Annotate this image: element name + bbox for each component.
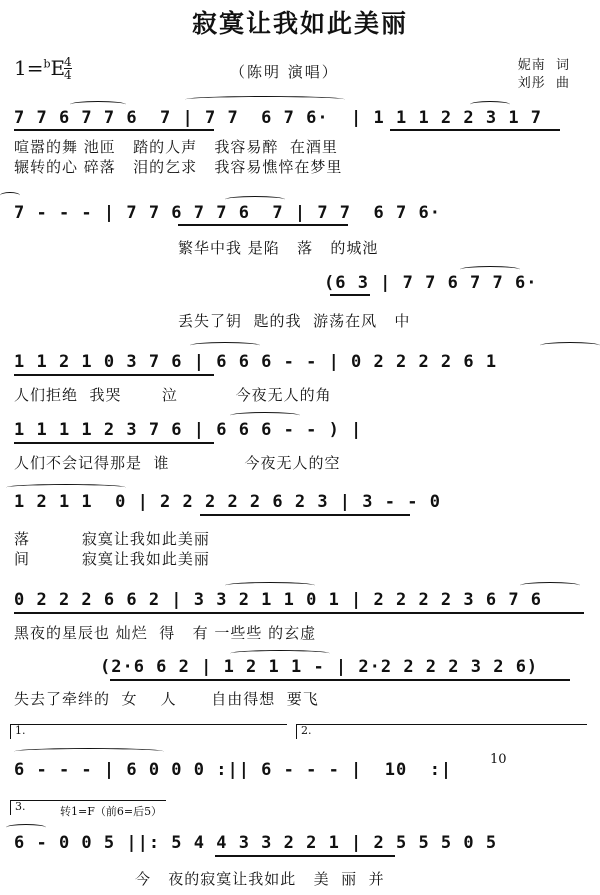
- tie: [14, 748, 164, 755]
- lyric-line: 丢失了钥 匙的我 游荡在风 中: [178, 312, 411, 330]
- key-signature: 1=$^b$E: [14, 56, 66, 80]
- tie: [185, 96, 345, 103]
- beam: [390, 129, 560, 131]
- lyric-line: 间 寂寞让我如此美丽: [14, 550, 210, 568]
- beam: [215, 855, 395, 857]
- beam: [14, 442, 214, 444]
- tie: [230, 412, 300, 419]
- notation-line: 0 2 2 2 6 6 2 | 3 3 2 1 1 0 1 | 2 2 2 2 3 6 7 6: [14, 590, 543, 610]
- beam: [200, 514, 410, 516]
- lyric-line: 人们拒绝 我哭 泣 今夜无人的角: [14, 386, 332, 404]
- slur: [70, 101, 126, 108]
- slur: [225, 196, 285, 203]
- slur: [230, 650, 330, 657]
- beam: [330, 294, 370, 296]
- lyric-line: 辗转的心 碎落 泪的乞求 我容易憔悴在梦里: [14, 158, 343, 176]
- slur: [225, 582, 315, 589]
- beam: [178, 224, 348, 226]
- multi-rest-count: 10: [490, 752, 507, 767]
- lyricist-credit: 妮南 词: [517, 58, 570, 73]
- notation-line: (6 3 | 7 7 6 7 7 6·: [324, 273, 538, 293]
- singer-credit: （陈明 演唱）: [230, 63, 339, 81]
- notation-line: 7 7 6 7 7 6 7 | 7 7 6 7 6· | 1 1 1 2 2 3 1 7: [14, 108, 543, 128]
- notation-line: (2·6 6 2 | 1 2 1 1 - | 2·2 2 2 2 3 2 6): [100, 657, 539, 677]
- beam: [14, 612, 584, 614]
- lyric-line: 失去了牵绊的 女 人 自由得想 要飞: [14, 690, 319, 708]
- time-signature: 4 4: [64, 55, 72, 82]
- notation-line: 7 - - - | 7 7 6 7 7 6 7 | 7 7 6 7 6·: [14, 203, 441, 223]
- tie: [540, 342, 600, 349]
- first-ending: 1.: [10, 724, 287, 739]
- composer-credit: 刘彤 曲: [517, 76, 570, 91]
- notation-line: 1 2 1 1 0 | 2 2 2 2 2 6 2 3 | 3 - - 0: [14, 492, 441, 512]
- third-ending: 3.: [10, 800, 166, 815]
- notation-line: 1 1 2 1 0 3 7 6 | 6 6 6 - - | 0 2 2 2 2 6 1: [14, 352, 498, 372]
- notation-line: 6 - 0 0 5 ||: 5 4 4 3 3 2 2 1 | 2 5 5 5 0 5: [14, 833, 498, 853]
- slur: [520, 582, 580, 589]
- tie: [0, 192, 20, 199]
- modulation-note: 转1=F（前6=后5）: [60, 805, 163, 818]
- slur: [460, 266, 520, 273]
- beam: [14, 129, 214, 131]
- notation-line: 1 1 1 1 2 3 7 6 | 6 6 6 - - ) |: [14, 420, 363, 440]
- song-title: 寂寞让我如此美丽: [191, 9, 408, 38]
- notation-line: 6 - - - | 6 0 0 0 :|| 6 - - - | 10 :|: [14, 760, 453, 780]
- tie: [190, 342, 260, 349]
- beam: [14, 374, 214, 376]
- slur: [470, 101, 510, 108]
- tie: [6, 824, 46, 831]
- tie: [6, 484, 126, 491]
- lyric-line: 繁华中我 是陷 落 的城池: [178, 239, 379, 257]
- lyric-line: 黑夜的星辰也 灿烂 得 有 一些些 的玄虚: [14, 624, 317, 642]
- beam: [110, 679, 570, 681]
- second-ending: 2.: [296, 724, 587, 739]
- lyric-line: 人们不会记得那是 谁 今夜无人的空: [14, 454, 341, 472]
- lyric-line: 喧嚣的舞 池匝 踏的人声 我容易醉 在酒里: [14, 138, 338, 156]
- lyric-line: 今 夜的寂寞让我如此 美 丽 并: [135, 870, 385, 888]
- lyric-line: 落 寂寞让我如此美丽: [14, 530, 210, 548]
